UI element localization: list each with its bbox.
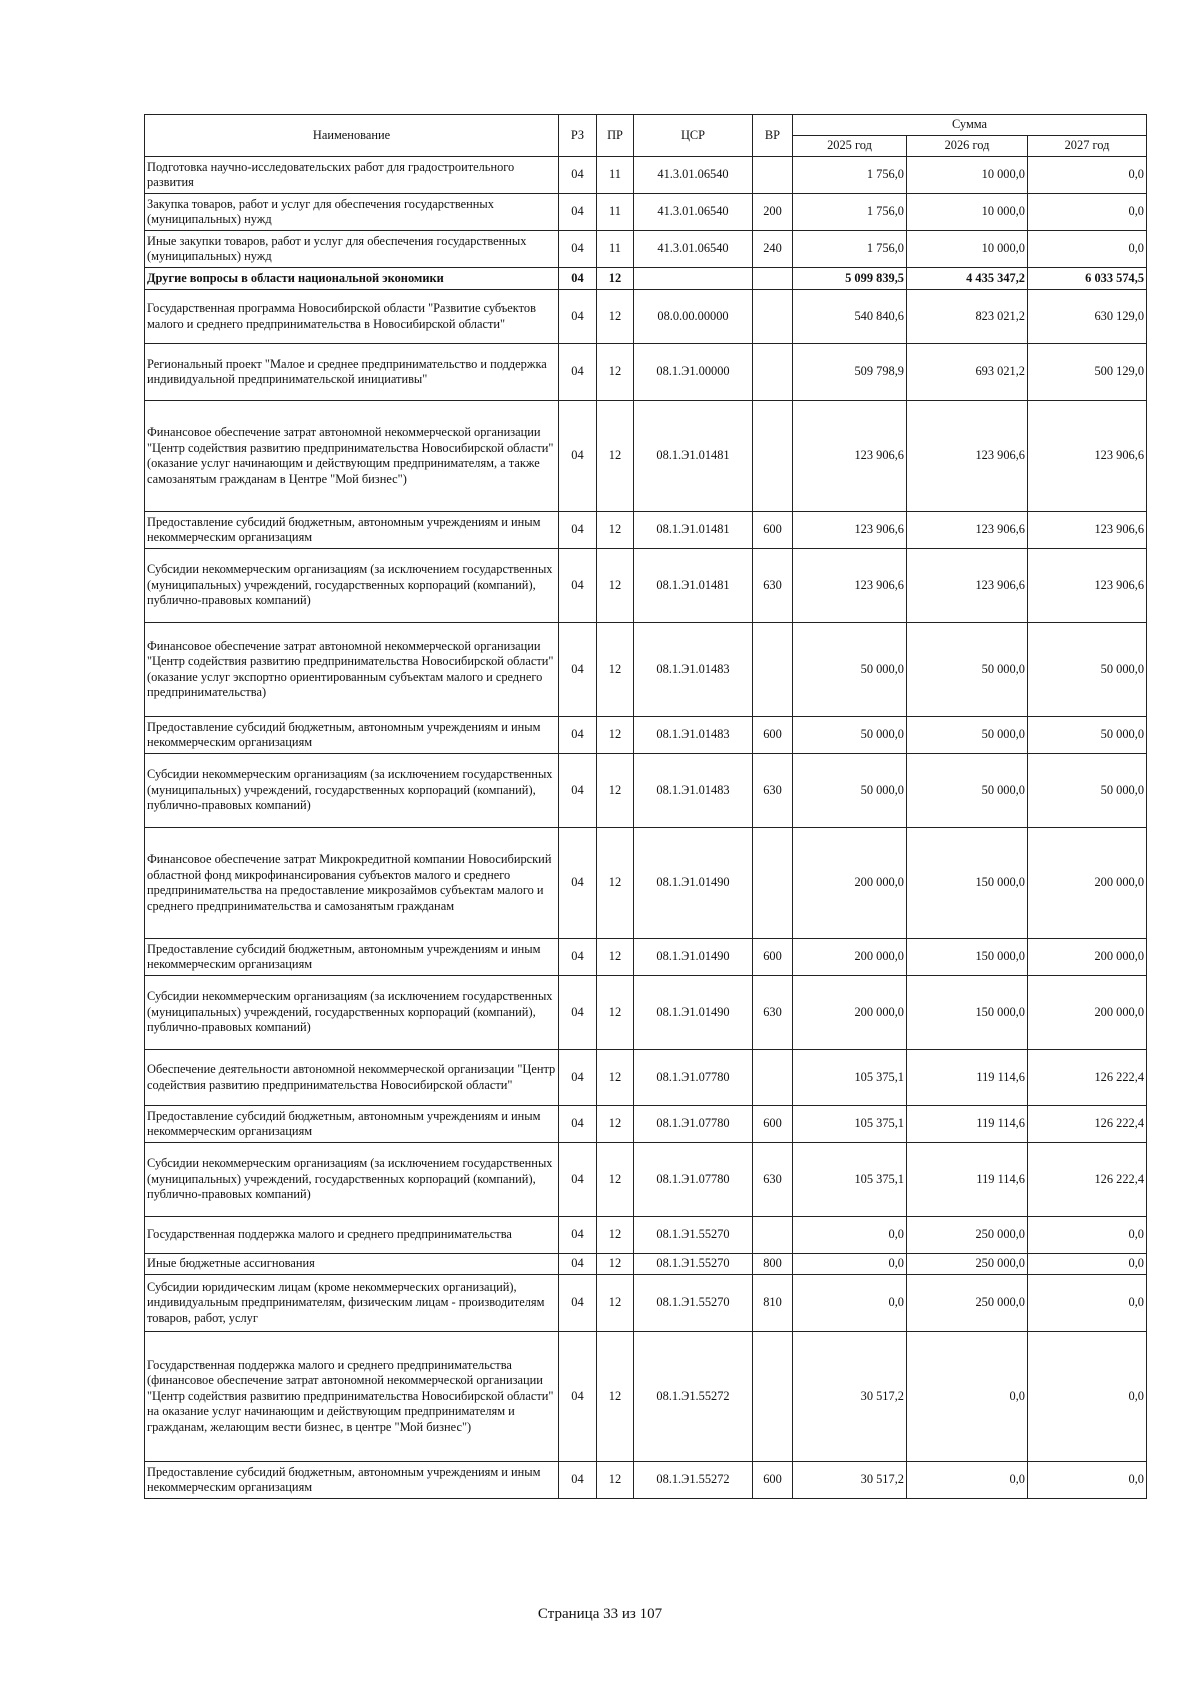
- table-row: [145, 976, 1147, 1050]
- cell-sum-2025: 509 798,9: [793, 344, 907, 401]
- cell-rz: 04: [559, 1106, 597, 1143]
- cell-rz: 04: [559, 976, 597, 1050]
- table-row: [145, 1217, 1147, 1254]
- cell-rz: 04: [559, 268, 597, 290]
- cell-name: Субсидии некоммерческим организациям (за исключением государственных (муниципальных) учреждений, государственных корпораций (компаний), публично-правовых компаний): [145, 976, 559, 1050]
- cell-sum-2027: 50 000,0: [1028, 717, 1147, 754]
- cell-sum-2027: 0,0: [1028, 1332, 1147, 1462]
- cell-sum-2026: 10 000,0: [907, 231, 1028, 268]
- cell-rz: 04: [559, 828, 597, 939]
- cell-csr: 41.3.01.06540: [634, 194, 753, 231]
- cell-name: Региональный проект "Малое и среднее предпринимательство и поддержка индивидуальной предпринимательской инициативы": [145, 344, 559, 401]
- cell-sum-2026: 150 000,0: [907, 976, 1028, 1050]
- header-name: Наименование: [145, 115, 559, 157]
- cell-csr: 08.1.Э1.01481: [634, 401, 753, 512]
- cell-pr: 12: [597, 344, 634, 401]
- cell-sum-2026: 150 000,0: [907, 939, 1028, 976]
- cell-sum-2026: 10 000,0: [907, 157, 1028, 194]
- cell-sum-2026: 123 906,6: [907, 512, 1028, 549]
- cell-csr: 08.1.Э1.01490: [634, 976, 753, 1050]
- cell-csr: 08.1.Э1.01483: [634, 754, 753, 828]
- cell-vr: 200: [753, 194, 793, 231]
- cell-sum-2025: 540 840,6: [793, 290, 907, 344]
- cell-csr: 08.1.Э1.01481: [634, 549, 753, 623]
- cell-vr: 600: [753, 1462, 793, 1499]
- cell-pr: 11: [597, 194, 634, 231]
- cell-pr: 12: [597, 401, 634, 512]
- cell-sum-2027: 123 906,6: [1028, 549, 1147, 623]
- cell-rz: 04: [559, 1217, 597, 1254]
- cell-rz: 04: [559, 290, 597, 344]
- cell-vr: 600: [753, 939, 793, 976]
- cell-sum-2027: 200 000,0: [1028, 828, 1147, 939]
- table-row: [145, 401, 1147, 512]
- cell-name: Предоставление субсидий бюджетным, автономным учреждениям и иным некоммерческим организациям: [145, 939, 559, 976]
- cell-rz: 04: [559, 512, 597, 549]
- table-row: [145, 1050, 1147, 1106]
- cell-sum-2025: 105 375,1: [793, 1050, 907, 1106]
- cell-vr: 630: [753, 1143, 793, 1217]
- cell-rz: 04: [559, 623, 597, 717]
- cell-rz: 04: [559, 1254, 597, 1275]
- cell-sum-2026: 119 114,6: [907, 1050, 1028, 1106]
- cell-csr: 08.1.Э1.55272: [634, 1332, 753, 1462]
- cell-pr: 12: [597, 290, 634, 344]
- cell-sum-2026: 0,0: [907, 1332, 1028, 1462]
- table-row: [145, 231, 1147, 268]
- cell-csr: 41.3.01.06540: [634, 157, 753, 194]
- cell-sum-2025: 105 375,1: [793, 1143, 907, 1217]
- cell-pr: 11: [597, 231, 634, 268]
- cell-sum-2027: 50 000,0: [1028, 623, 1147, 717]
- cell-rz: 04: [559, 549, 597, 623]
- table-row: [145, 549, 1147, 623]
- cell-rz: 04: [559, 754, 597, 828]
- cell-rz: 04: [559, 717, 597, 754]
- cell-rz: 04: [559, 1332, 597, 1462]
- cell-sum-2027: 200 000,0: [1028, 976, 1147, 1050]
- cell-vr: 630: [753, 754, 793, 828]
- cell-sum-2025: 200 000,0: [793, 976, 907, 1050]
- cell-sum-2025: 200 000,0: [793, 828, 907, 939]
- cell-sum-2027: 0,0: [1028, 1254, 1147, 1275]
- cell-sum-2025: 123 906,6: [793, 512, 907, 549]
- cell-csr: 08.1.Э1.01490: [634, 939, 753, 976]
- cell-rz: 04: [559, 1462, 597, 1499]
- cell-sum-2027: 126 222,4: [1028, 1050, 1147, 1106]
- cell-rz: 04: [559, 939, 597, 976]
- table-row: [145, 344, 1147, 401]
- cell-pr: 12: [597, 976, 634, 1050]
- cell-name: Подготовка научно-исследовательских работ для градостроительного развития: [145, 157, 559, 194]
- cell-name: Закупка товаров, работ и услуг для обеспечения государственных (муниципальных) нужд: [145, 194, 559, 231]
- table-body: [145, 157, 1147, 1499]
- cell-vr: [753, 157, 793, 194]
- cell-pr: 11: [597, 157, 634, 194]
- header-pr: ПР: [597, 115, 634, 157]
- cell-sum-2027: 0,0: [1028, 1275, 1147, 1332]
- cell-vr: 600: [753, 512, 793, 549]
- cell-csr: 08.1.Э1.07780: [634, 1143, 753, 1217]
- cell-sum-2027: 500 129,0: [1028, 344, 1147, 401]
- cell-sum-2025: 105 375,1: [793, 1106, 907, 1143]
- table-row: [145, 1462, 1147, 1499]
- cell-sum-2025: 30 517,2: [793, 1332, 907, 1462]
- cell-sum-2027: 0,0: [1028, 157, 1147, 194]
- cell-sum-2026: 150 000,0: [907, 828, 1028, 939]
- budget-table-container: [144, 114, 1146, 1499]
- cell-csr: 08.1.Э1.07780: [634, 1106, 753, 1143]
- cell-pr: 12: [597, 1254, 634, 1275]
- cell-vr: [753, 1217, 793, 1254]
- cell-vr: [753, 1050, 793, 1106]
- cell-sum-2027: 126 222,4: [1028, 1143, 1147, 1217]
- cell-csr: 08.1.Э1.01483: [634, 623, 753, 717]
- cell-sum-2027: 200 000,0: [1028, 939, 1147, 976]
- header-year-2025: 2025 год: [793, 136, 907, 157]
- cell-csr: 08.0.00.00000: [634, 290, 753, 344]
- cell-csr: [634, 268, 753, 290]
- cell-sum-2026: 123 906,6: [907, 549, 1028, 623]
- cell-csr: 08.1.Э1.55272: [634, 1462, 753, 1499]
- cell-sum-2027: 0,0: [1028, 231, 1147, 268]
- cell-name: Предоставление субсидий бюджетным, автономным учреждениям и иным некоммерческим организациям: [145, 717, 559, 754]
- cell-rz: 04: [559, 401, 597, 512]
- cell-sum-2025: 50 000,0: [793, 754, 907, 828]
- cell-name: Иные бюджетные ассигнования: [145, 1254, 559, 1275]
- cell-sum-2026: 50 000,0: [907, 754, 1028, 828]
- cell-name: Предоставление субсидий бюджетным, автономным учреждениям и иным некоммерческим организациям: [145, 512, 559, 549]
- table-row: [145, 717, 1147, 754]
- cell-sum-2026: 250 000,0: [907, 1217, 1028, 1254]
- table-row: [145, 623, 1147, 717]
- cell-sum-2025: 0,0: [793, 1275, 907, 1332]
- cell-rz: 04: [559, 157, 597, 194]
- header-csr: ЦСР: [634, 115, 753, 157]
- cell-name: Предоставление субсидий бюджетным, автономным учреждениям и иным некоммерческим организациям: [145, 1106, 559, 1143]
- cell-sum-2025: 50 000,0: [793, 717, 907, 754]
- cell-csr: 08.1.Э1.01483: [634, 717, 753, 754]
- cell-sum-2025: 30 517,2: [793, 1462, 907, 1499]
- page-number: Страница 33 из 107: [537, 1606, 663, 1622]
- cell-name: Финансовое обеспечение затрат Микрокредитной компании Новосибирский областной фонд микрофинансирования субъектов малого и среднего предпринимательства на предоставление микрозаймов субъектам малого и среднего предпринимательства и самозанятым гражданам: [145, 828, 559, 939]
- cell-csr: 08.1.Э1.01481: [634, 512, 753, 549]
- cell-pr: 12: [597, 1050, 634, 1106]
- table-row: [145, 1143, 1147, 1217]
- cell-sum-2026: 10 000,0: [907, 194, 1028, 231]
- cell-vr: 240: [753, 231, 793, 268]
- table-row: [145, 939, 1147, 976]
- cell-name: Субсидии некоммерческим организациям (за исключением государственных (муниципальных) учреждений, государственных корпораций (компаний), публично-правовых компаний): [145, 1143, 559, 1217]
- table-header: [145, 115, 1147, 157]
- cell-vr: [753, 828, 793, 939]
- cell-pr: 12: [597, 717, 634, 754]
- cell-pr: 12: [597, 1106, 634, 1143]
- cell-csr: 08.1.Э1.07780: [634, 1050, 753, 1106]
- header-rz: РЗ: [559, 115, 597, 157]
- cell-name: Субсидии некоммерческим организациям (за исключением государственных (муниципальных) учреждений, государственных корпораций (компаний), публично-правовых компаний): [145, 754, 559, 828]
- cell-pr: 12: [597, 1143, 634, 1217]
- cell-pr: 12: [597, 512, 634, 549]
- cell-sum-2026: 119 114,6: [907, 1143, 1028, 1217]
- cell-vr: 600: [753, 1106, 793, 1143]
- cell-csr: 08.1.Э1.55270: [634, 1275, 753, 1332]
- cell-sum-2025: 1 756,0: [793, 194, 907, 231]
- header-year-2027: 2027 год: [1028, 136, 1147, 157]
- table-row: [145, 268, 1147, 290]
- header-vr: ВР: [753, 115, 793, 157]
- cell-sum-2027: 0,0: [1028, 194, 1147, 231]
- cell-pr: 12: [597, 828, 634, 939]
- cell-csr: 08.1.Э1.55270: [634, 1217, 753, 1254]
- cell-pr: 12: [597, 1275, 634, 1332]
- table-row: [145, 1332, 1147, 1462]
- cell-sum-2026: 123 906,6: [907, 401, 1028, 512]
- cell-name: Финансовое обеспечение затрат автономной некоммерческой организации "Центр содействия развитию предпринимательства Новосибирской области" (оказание услуг начинающим и действующим предпринимателям, а также самозанятым гражданам в Центре "Мой бизнес"): [145, 401, 559, 512]
- cell-pr: 12: [597, 1217, 634, 1254]
- cell-name: Государственная программа Новосибирской области "Развитие субъектов малого и среднего предпринимательства в Новосибирской области": [145, 290, 559, 344]
- cell-vr: 630: [753, 976, 793, 1050]
- cell-csr: 41.3.01.06540: [634, 231, 753, 268]
- cell-sum-2026: 50 000,0: [907, 623, 1028, 717]
- cell-pr: 12: [597, 549, 634, 623]
- cell-rz: 04: [559, 231, 597, 268]
- table-row: [145, 828, 1147, 939]
- cell-sum-2026: 250 000,0: [907, 1275, 1028, 1332]
- table-row: [145, 290, 1147, 344]
- header-year-2026: 2026 год: [907, 136, 1028, 157]
- cell-name: Финансовое обеспечение затрат автономной некоммерческой организации "Центр содействия развитию предпринимательства Новосибирской области" (оказание услуг экспортно ориентированным субъектам малого и среднего предпринимательства): [145, 623, 559, 717]
- cell-vr: 600: [753, 717, 793, 754]
- cell-rz: 04: [559, 194, 597, 231]
- table-row: [145, 157, 1147, 194]
- cell-sum-2025: 50 000,0: [793, 623, 907, 717]
- cell-rz: 04: [559, 1143, 597, 1217]
- cell-vr: [753, 623, 793, 717]
- cell-name: Государственная поддержка малого и среднего предпринимательства (финансовое обеспечение затрат автономной некоммерческой организации "Центр содействия развитию предпринимательства Новосибирской области" на оказание услуг начинающим и действующим предпринимателям и гражданам, желающим вести бизнес, в центре "Мой бизнес"): [145, 1332, 559, 1462]
- cell-pr: 12: [597, 623, 634, 717]
- cell-pr: 12: [597, 939, 634, 976]
- cell-sum-2025: 0,0: [793, 1254, 907, 1275]
- cell-sum-2025: 1 756,0: [793, 231, 907, 268]
- cell-vr: 630: [753, 549, 793, 623]
- table-row: [145, 1106, 1147, 1143]
- cell-vr: [753, 268, 793, 290]
- cell-rz: 04: [559, 344, 597, 401]
- cell-sum-2025: 5 099 839,5: [793, 268, 907, 290]
- cell-vr: 810: [753, 1275, 793, 1332]
- cell-sum-2025: 123 906,6: [793, 549, 907, 623]
- cell-sum-2027: 6 033 574,5: [1028, 268, 1147, 290]
- cell-sum-2026: 693 021,2: [907, 344, 1028, 401]
- cell-csr: 08.1.Э1.01490: [634, 828, 753, 939]
- cell-sum-2026: 250 000,0: [907, 1254, 1028, 1275]
- cell-sum-2025: 0,0: [793, 1217, 907, 1254]
- table-row: [145, 1254, 1147, 1275]
- cell-csr: 08.1.Э1.55270: [634, 1254, 753, 1275]
- cell-vr: [753, 290, 793, 344]
- cell-vr: [753, 1332, 793, 1462]
- cell-sum-2025: 123 906,6: [793, 401, 907, 512]
- cell-vr: [753, 344, 793, 401]
- cell-name: Субсидии некоммерческим организациям (за исключением государственных (муниципальных) учреждений, государственных корпораций (компаний), публично-правовых компаний): [145, 549, 559, 623]
- budget-table: [144, 114, 1147, 1499]
- cell-sum-2027: 50 000,0: [1028, 754, 1147, 828]
- cell-sum-2027: 126 222,4: [1028, 1106, 1147, 1143]
- table-row: [145, 754, 1147, 828]
- cell-sum-2026: 0,0: [907, 1462, 1028, 1499]
- cell-name: Обеспечение деятельности автономной некоммерческой организации "Центр содействия развитию предпринимательства Новосибирской области": [145, 1050, 559, 1106]
- cell-pr: 12: [597, 268, 634, 290]
- cell-sum-2026: 823 021,2: [907, 290, 1028, 344]
- cell-pr: 12: [597, 1332, 634, 1462]
- table-row: [145, 1275, 1147, 1332]
- cell-sum-2027: 123 906,6: [1028, 401, 1147, 512]
- cell-sum-2027: 123 906,6: [1028, 512, 1147, 549]
- cell-name: Предоставление субсидий бюджетным, автономным учреждениям и иным некоммерческим организациям: [145, 1462, 559, 1499]
- cell-name: Субсидии юридическим лицам (кроме некоммерческих организаций), индивидуальным предпринимателям, физическим лицам - производителям товаров, работ, услуг: [145, 1275, 559, 1332]
- table-row: [145, 512, 1147, 549]
- cell-sum-2025: 1 756,0: [793, 157, 907, 194]
- cell-sum-2026: 4 435 347,2: [907, 268, 1028, 290]
- cell-vr: 800: [753, 1254, 793, 1275]
- cell-name: Государственная поддержка малого и среднего предпринимательства: [145, 1217, 559, 1254]
- cell-pr: 12: [597, 754, 634, 828]
- cell-sum-2027: 630 129,0: [1028, 290, 1147, 344]
- cell-sum-2026: 119 114,6: [907, 1106, 1028, 1143]
- cell-csr: 08.1.Э1.00000: [634, 344, 753, 401]
- cell-name: Иные закупки товаров, работ и услуг для обеспечения государственных (муниципальных) нужд: [145, 231, 559, 268]
- table-row: [145, 194, 1147, 231]
- cell-vr: [753, 401, 793, 512]
- header-sum: Сумма: [793, 115, 1147, 136]
- cell-sum-2025: 200 000,0: [793, 939, 907, 976]
- cell-pr: 12: [597, 1462, 634, 1499]
- cell-name: Другие вопросы в области национальной экономики: [145, 268, 559, 290]
- cell-rz: 04: [559, 1050, 597, 1106]
- cell-rz: 04: [559, 1275, 597, 1332]
- cell-sum-2027: 0,0: [1028, 1217, 1147, 1254]
- cell-sum-2027: 0,0: [1028, 1462, 1147, 1499]
- cell-sum-2026: 50 000,0: [907, 717, 1028, 754]
